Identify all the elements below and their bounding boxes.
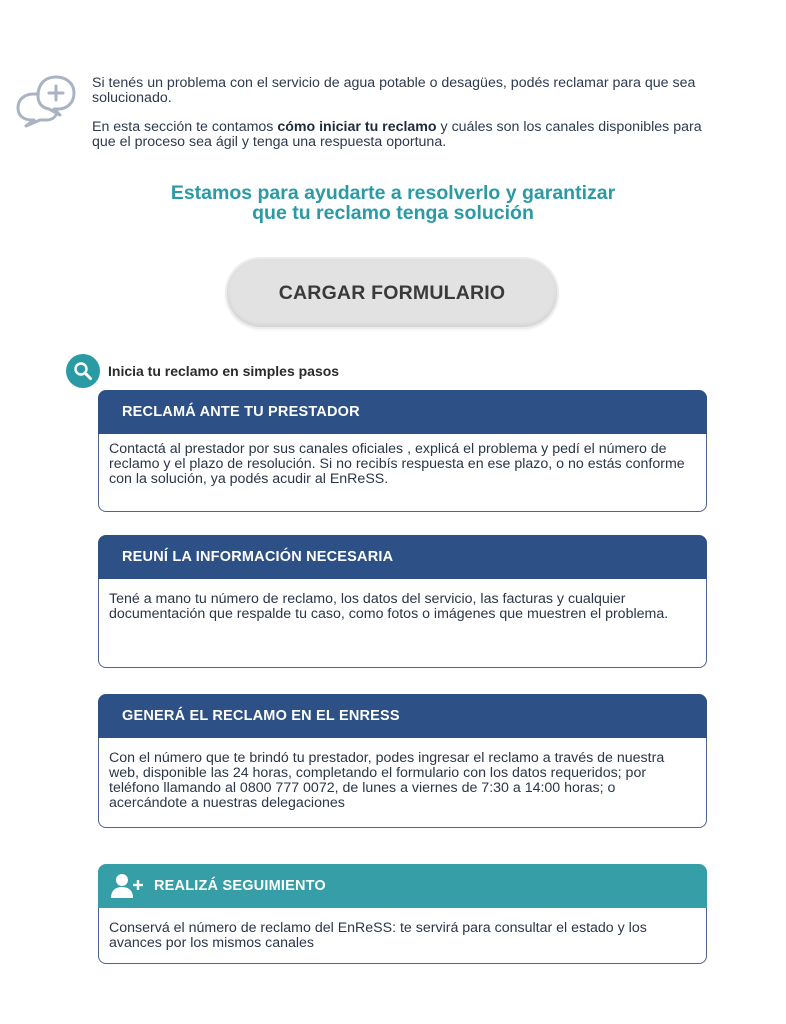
search-icon — [66, 354, 100, 388]
steps-heading — [66, 354, 339, 388]
step-card-4-title: REALIZÁ SEGUIMIENTO — [154, 878, 326, 894]
add-person-icon — [110, 872, 144, 900]
intro-paragraph-1: Si tenés un problema con el servicio de agua potable o desagües, podés reclamar para que sea solucionado. — [92, 75, 696, 106]
page-headline: Estamos para ayudarte a resolverlo y garantizar que tu reclamo tenga solución — [170, 182, 616, 224]
step-card-4-header — [98, 864, 707, 908]
intro-text — [92, 76, 712, 164]
load-form-button[interactable]: CARGAR FORMULARIO — [225, 257, 559, 329]
step-card-1-title: RECLAMÁ ANTE TU PRESTADOR — [98, 390, 707, 434]
step-card-1-body: Contactá al prestador por sus canales oficiales , explicá el problema y pedí el número de reclamo y el plazo de resolución. Si no recibís respuesta en ese plazo, o no estás conforme con la solución, ya podés acudir al EnReSS. — [98, 434, 707, 512]
chat-plus-icon — [12, 74, 76, 128]
step-card-3-body: Con el número que te brindó tu prestador, podes ingresar el reclamo a través de nuestra web, disponible las 24 horas, completando el formulario con los datos requeridos; por teléfono llamando al 0800 777 0072, de lunes a viernes de 7:30 a 14:00 horas; o acercándote a nuestras delegaciones — [98, 738, 707, 828]
step-card-4 — [98, 864, 707, 964]
step-card-2-title: REUNÍ LA INFORMACIÓN NECESARIA — [98, 535, 707, 579]
intro-paragraph-2: En esta sección te contamos cómo iniciar tu reclamo y cuáles son los canales disponibles para que el proceso sea ágil y tenga una respuesta oportuna. — [92, 119, 702, 150]
step-card-4-body: Conservá el número de reclamo del EnReSS: te servirá para consultar el estado y los avances por los mismos canales — [98, 908, 707, 964]
steps-title: Inicia tu reclamo en simples pasos — [108, 363, 340, 379]
step-card-3 — [98, 694, 707, 828]
intro-emphasis: cómo iniciar tu reclamo — [277, 119, 437, 135]
step-card-1 — [98, 390, 707, 512]
step-card-2 — [98, 535, 707, 668]
step-card-2-body: Tené a mano tu número de reclamo, los datos del servicio, las facturas y cualquier documentación que respalde tu caso, como fotos o imágenes que muestren el problema. — [98, 579, 707, 668]
step-card-3-title: GENERÁ EL RECLAMO EN EL ENRESS — [98, 694, 707, 738]
